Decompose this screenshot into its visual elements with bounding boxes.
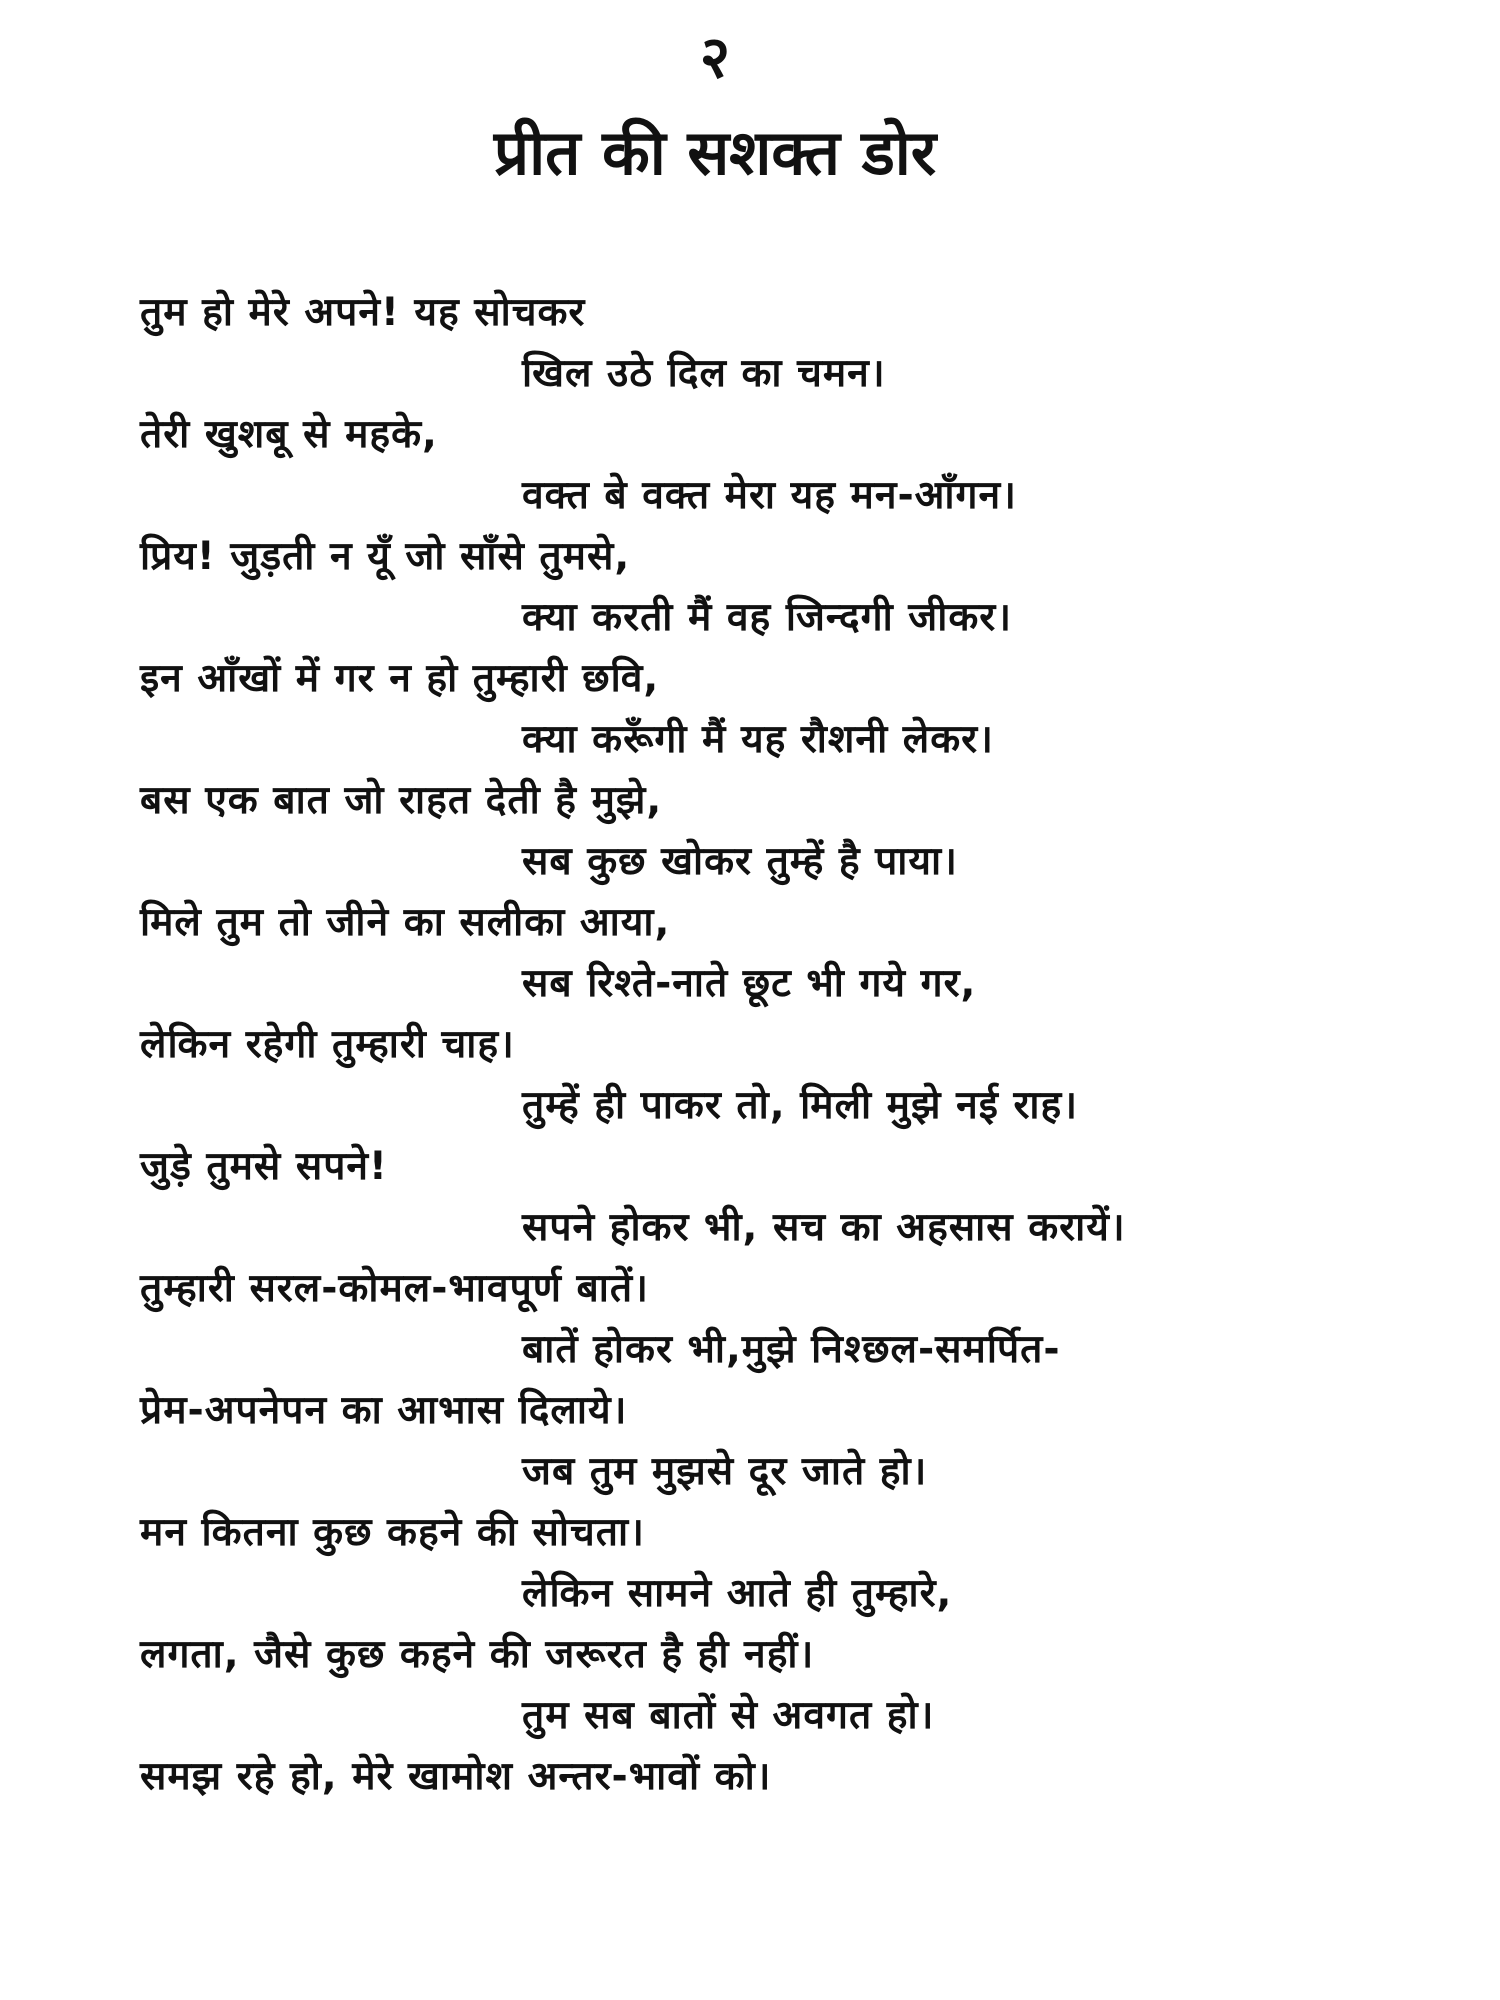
poem-line: तुम्हारी सरल-कोमल-भावपूर्ण बातें। bbox=[140, 1266, 649, 1311]
poem-line: जब तुम मुझसे दूर जाते हो। bbox=[522, 1449, 928, 1494]
poem-title: प्रीत की सशक्त डोर bbox=[493, 116, 937, 189]
poem-line: तुम सब बातों से अवगत हो। bbox=[522, 1693, 935, 1738]
page-number: २ bbox=[699, 23, 731, 91]
poem-line: खिल उठे दिल का चमन। bbox=[522, 351, 886, 396]
poem-line: सब रिश्ते-नाते छूट भी गये गर, bbox=[522, 961, 977, 1006]
poem-line: क्या करती मैं वह जिन्दगी जीकर। bbox=[522, 595, 1013, 640]
poem-line: तुम्हें ही पाकर तो, मिली मुझे नई राह। bbox=[522, 1083, 1078, 1128]
poem-body bbox=[140, 282, 1460, 1807]
poem-line: सपने होकर भी, सच का अहसास करायें। bbox=[522, 1205, 1126, 1250]
poem-line: लेकिन रहेगी तुम्हारी चाह। bbox=[140, 1022, 515, 1067]
poem-line: इन आँखों में गर न हो तुम्हारी छवि, bbox=[140, 656, 660, 701]
poem-line: बातें होकर भी,मुझे निश्छल-समर्पित- bbox=[522, 1327, 1061, 1372]
poem-line: सब कुछ खोकर तुम्हें है पाया। bbox=[522, 839, 958, 884]
poem-line: समझ रहे हो, मेरे खामोश अन्तर-भावों को। bbox=[140, 1754, 772, 1799]
poem-line: प्रिय! जुड़ती न यूँ जो साँसे तुमसे, bbox=[140, 534, 631, 579]
poem-line: मन कितना कुछ कहने की सोचता। bbox=[140, 1510, 645, 1555]
poem-line: प्रेम-अपनेपन का आभास दिलाये। bbox=[140, 1388, 628, 1433]
poem-line: क्या करूँगी मैं यह रौशनी लेकर। bbox=[522, 717, 994, 762]
poem-line: वक्त बे वक्त मेरा यह मन-आँगन। bbox=[522, 473, 1017, 518]
poem-line: बस एक बात जो राहत देती है मुझे, bbox=[140, 778, 663, 823]
poem-line: जुड़े तुमसे सपने! bbox=[140, 1144, 388, 1189]
poem-line: मिले तुम तो जीने का सलीका आया, bbox=[140, 900, 671, 945]
poem-line: लगता, जैसे कुछ कहने की जरूरत है ही नहीं। bbox=[140, 1632, 815, 1677]
poem-line: लेकिन सामने आते ही तुम्हारे, bbox=[522, 1571, 953, 1616]
poem-line: तेरी खुशबू से महके, bbox=[140, 412, 438, 457]
poem-line: तुम हो मेरे अपने! यह सोचकर bbox=[140, 290, 586, 335]
